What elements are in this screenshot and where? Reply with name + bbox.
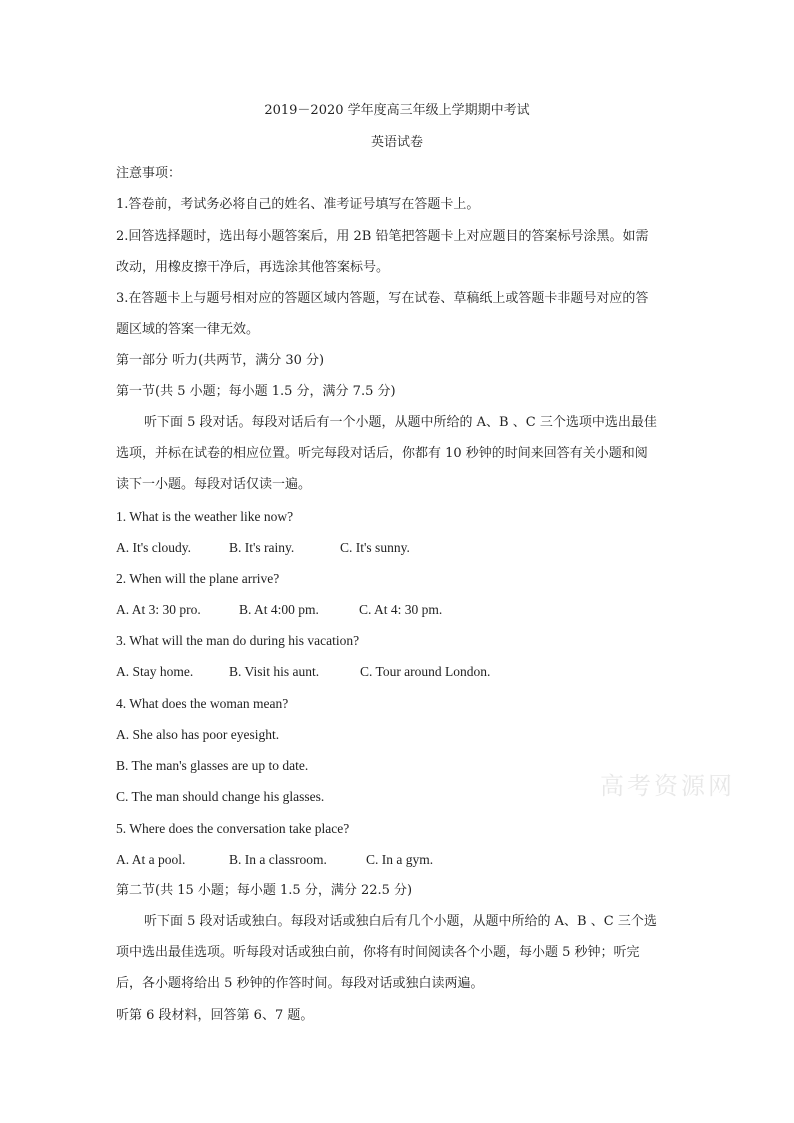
- section2-instructions-line-1: 听下面 5 段对话或独白。每段对话或独白后有几个小题，从题中所给的 A、B 、C 三个选: [144, 914, 657, 929]
- question-3: 3. What will the man do during his vacation?: [116, 633, 360, 648]
- option-b: B. In a classroom.: [229, 852, 327, 867]
- option-c: C. In a gym.: [366, 852, 434, 867]
- question-1-options: [116, 538, 680, 558]
- question-4-option-b: B. The man's glasses are up to date.: [116, 758, 309, 773]
- note-item-2-line-2: 改动，用橡皮擦干净后，再选涂其他答案标号。: [116, 260, 390, 275]
- question-4: 4. What does the woman mean?: [116, 696, 289, 711]
- section2-title: 第二节(共 15 小题；每小题 1.5 分，满分 22.5 分): [116, 883, 413, 898]
- question-4-option-a: A. She also has poor eyesight.: [116, 727, 280, 742]
- note-item-3-line-2: 题区域的答案一律无效。: [116, 322, 260, 337]
- option-c: C. Tour around London.: [360, 664, 491, 679]
- question-3-options: [116, 662, 680, 682]
- note-item-3-line-1: 3.在答题卡上与题号相对应的答题区域内答题，写在试卷、草稿纸上或答题卡非题号对应的答: [116, 291, 649, 306]
- question-2-options: [116, 600, 680, 620]
- option-c: C. It's sunny.: [340, 540, 410, 555]
- option-a: A. It's cloudy.: [116, 540, 192, 555]
- watermark: 高考资源网: [600, 772, 735, 800]
- section1-title: 第一节(共 5 小题；每小题 1.5 分，满分 7.5 分): [116, 384, 396, 399]
- section2-instructions-line-3: 后，各小题将给出 5 秒钟的作答时间。每段对话或独白读两遍。: [116, 976, 484, 991]
- section1-instructions-line-2: 选项，并标在试卷的相应位置。听完每段对话后，你都有 10 秒钟的时间来回答有关小题和阅: [116, 446, 648, 461]
- exam-subtitle: 英语试卷: [370, 135, 423, 150]
- note-item-2-line-1: 2.回答选择题时，选出每小题答案后，用 2B 铅笔把答题卡上对应题目的答案标号涂黑。如需: [116, 229, 649, 244]
- section1-instructions-line-3: 读下一小题。每段对话仅读一遍。: [116, 477, 312, 492]
- section2-instructions-line-2: 项中选出最佳选项。听每段对话或独白前，你将有时间阅读各个小题，每小题 5 秒钟；听完: [116, 945, 640, 960]
- question-5-options: [116, 850, 680, 870]
- option-b: B. It's rainy.: [229, 540, 295, 555]
- exam-title: 2019－2020 学年度高三年级上学期期中考试: [264, 103, 530, 118]
- part1-title: 第一部分 听力(共两节，满分 30 分): [116, 353, 325, 368]
- section1-instructions-line-1: 听下面 5 段对话。每段对话后有一个小题，从题中所给的 A、B 、C 三个选项中选出最佳: [144, 415, 657, 430]
- question-4-option-c: C. The man should change his glasses.: [116, 789, 325, 804]
- option-a: A. Stay home.: [116, 664, 194, 679]
- question-2: 2. When will the plane arrive?: [116, 571, 280, 586]
- option-a: A. At a pool.: [116, 852, 186, 867]
- option-b: B. At 4:00 pm.: [239, 602, 319, 617]
- note-item-1: 1.答卷前，考试务必将自己的姓名、准考证号填写在答题卡上。: [116, 197, 480, 212]
- material-6-instruction: 听第 6 段材料，回答第 6、7 题。: [116, 1008, 314, 1023]
- question-1: 1. What is the weather like now?: [116, 509, 294, 524]
- question-5: 5. Where does the conversation take place?: [116, 821, 350, 836]
- option-c: C. At 4: 30 pm.: [359, 602, 443, 617]
- option-a: A. At 3: 30 pro.: [116, 602, 201, 617]
- option-b: B. Visit his aunt.: [229, 664, 320, 679]
- notes-heading: 注意事项：: [116, 166, 182, 181]
